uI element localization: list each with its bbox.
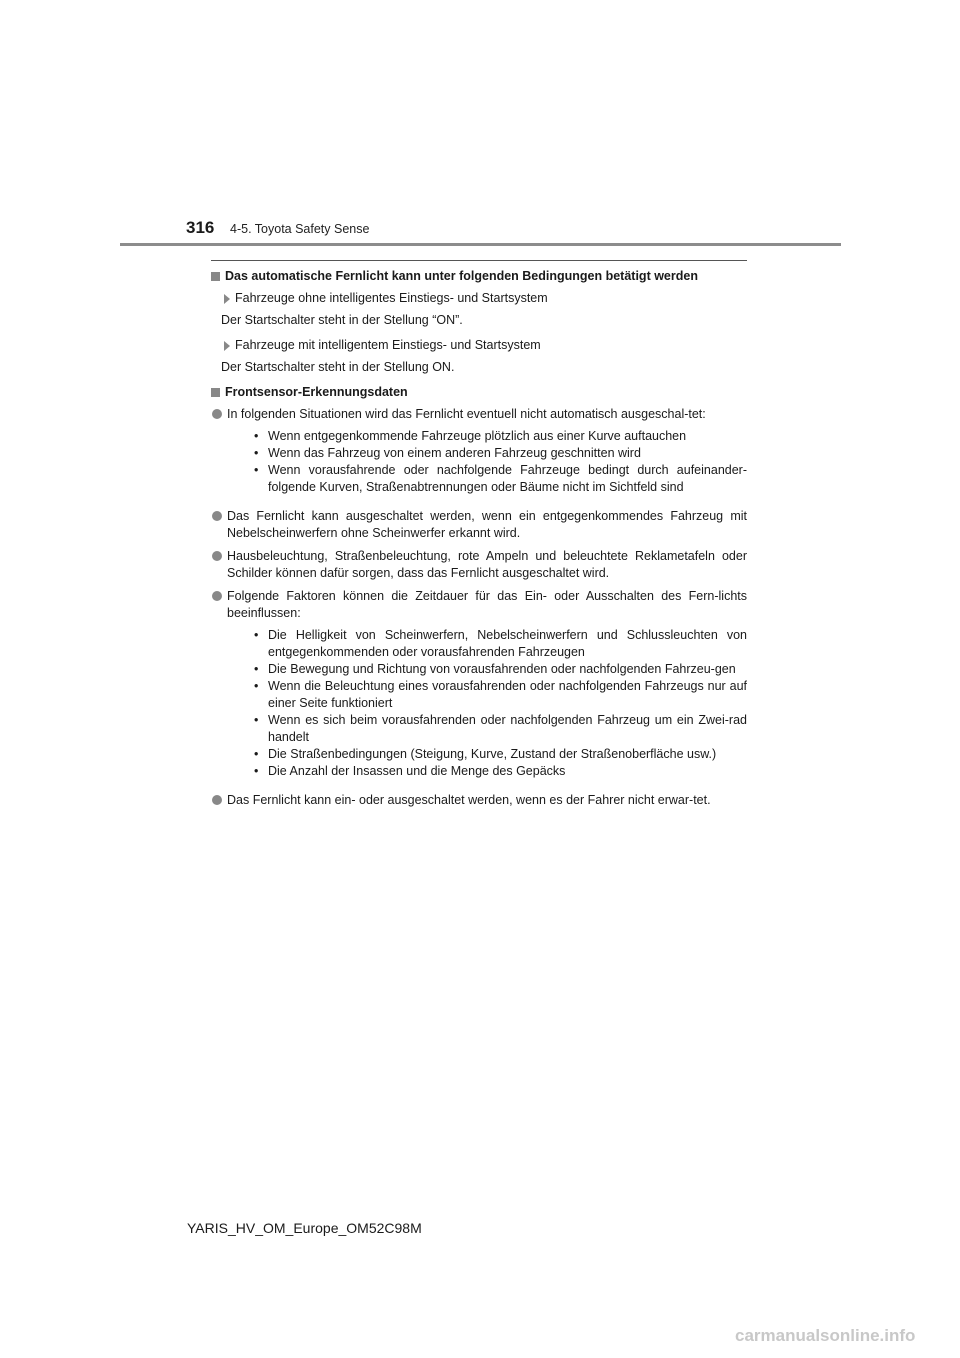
- sub-list: [254, 428, 747, 496]
- list-item: • Wenn vorausfahrende oder nachfolgende Fahrzeuge bedingt durch aufeinander-folgende Kurven, Straßenabtrennungen oder Bäume nicht im Sichtfeld sind: [254, 463, 747, 494]
- condition-label-text: Fahrzeuge ohne intelligentes Einstiegs- und Startsystem: [235, 291, 548, 305]
- list-item: • Wenn das Fahrzeug von einem anderen Fahrzeug geschnitten wird: [254, 446, 641, 460]
- bullet-item: [211, 548, 747, 582]
- section-heading: [211, 268, 747, 285]
- document-id: YARIS_HV_OM_Europe_OM52C98M: [187, 1220, 422, 1236]
- watermark: carmanualsonline.info: [735, 1326, 916, 1345]
- bullet-text: Das Fernlicht kann ausgeschaltet werden, wenn ein entgegenkommendes Fahrzeug mit Nebelscheinwerfern ohne Scheinwerfer erkannt wird.: [227, 509, 747, 540]
- section-heading-text: Frontsensor-Erkennungsdaten: [225, 385, 408, 399]
- condition-label: [211, 337, 747, 354]
- circle-bullet-icon: [212, 551, 222, 561]
- bullet-item: [211, 588, 747, 786]
- list-item: • Die Straßenbedingungen (Steigung, Kurve, Zustand der Straßenoberfläche usw.): [254, 747, 717, 761]
- condition-label-text: Fahrzeuge mit intelligentem Einstiegs- und Startsystem: [235, 338, 541, 352]
- section-heading: [211, 384, 747, 401]
- square-marker-icon: [211, 388, 220, 397]
- header-rule: [120, 243, 841, 246]
- bullet-item: [211, 508, 747, 542]
- list-item: • Wenn es sich beim vorausfahrenden oder nachfolgenden Fahrzeug um ein Zwei-rad handelt: [254, 713, 747, 744]
- bullet-text: In folgenden Situationen wird das Fernlicht eventuell nicht automatisch ausgeschal-tet:: [227, 407, 706, 421]
- bullet-text: Folgende Faktoren können die Zeitdauer für das Ein- oder Ausschalten des Fern-lichts beeinflussen:: [227, 589, 747, 620]
- triangle-marker-icon: [224, 294, 230, 304]
- list-item: • Die Anzahl der Insassen und die Menge des Gepäcks: [254, 764, 566, 778]
- bullet-text: Hausbeleuchtung, Straßenbeleuchtung, rote Ampeln und beleuchtete Reklametafeln oder Schilder können dafür sorgen, dass das Fernlicht ausgeschaltet wird.: [227, 549, 747, 580]
- circle-bullet-icon: [212, 795, 222, 805]
- triangle-marker-icon: [224, 341, 230, 351]
- condition-text: Der Startschalter steht in der Stellung “ON”.: [221, 313, 463, 327]
- section-title: 4-5. Toyota Safety Sense: [230, 222, 370, 236]
- bullet-text: Das Fernlicht kann ein- oder ausgeschaltet werden, wenn es der Fahrer nicht erwar-tet.: [227, 793, 711, 807]
- square-marker-icon: [211, 272, 220, 281]
- circle-bullet-icon: [212, 511, 222, 521]
- main-content: [211, 268, 747, 815]
- circle-bullet-icon: [212, 591, 222, 601]
- condition-label: [211, 290, 747, 307]
- condition-text: Der Startschalter steht in der Stellung ON.: [221, 360, 455, 374]
- circle-bullet-icon: [212, 409, 222, 419]
- page-number: 316: [186, 218, 215, 237]
- bullet-item: [211, 406, 747, 502]
- sub-list: [254, 627, 747, 780]
- content-top-rule: [211, 260, 747, 261]
- list-item: • Wenn entgegenkommende Fahrzeuge plötzlich aus einer Kurve auftauchen: [254, 429, 687, 443]
- list-item: • Wenn die Beleuchtung eines vorausfahrenden oder nachfolgenden Fahrzeugs nur auf einer Seite funktioniert: [254, 679, 747, 710]
- list-item: • Die Helligkeit von Scheinwerfern, Nebelscheinwerfern und Schlussleuchten von entgegenkommenden oder vorausfahrenden Fahrzeugen: [254, 628, 747, 659]
- section-heading-text: Das automatische Fernlicht kann unter folgenden Bedingungen betätigt werden: [225, 269, 698, 283]
- bullet-item: [211, 792, 747, 809]
- list-item: • Die Bewegung und Richtung von vorausfahrenden oder nachfolgenden Fahrzeu-gen: [254, 662, 736, 676]
